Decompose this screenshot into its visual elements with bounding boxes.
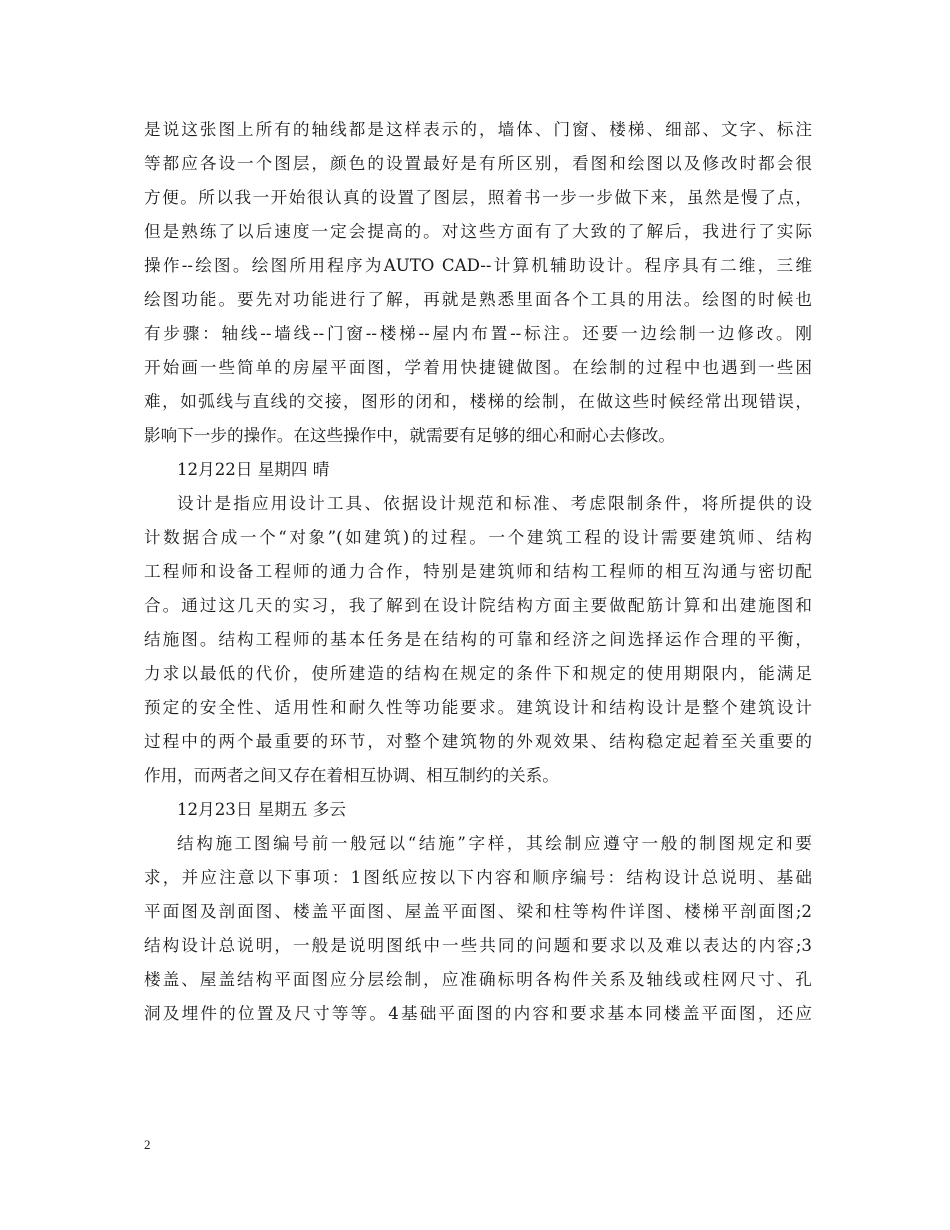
text-line: 平面图及剖面图、楼盖平面图、屋盖平面图、梁和柱等构件详图、楼梯平剖面图;2 — [144, 902, 812, 921]
text-line: 结构施工图编号前一般冠以“结施”字样，其绘制应遵守一般的制图规定和要 — [177, 834, 812, 853]
text-line: 方便。所以我一开始很认真的设置了图层，照着书一步一步做下来，虽然是慢了点， — [144, 188, 812, 207]
text-line: 预定的安全性、适用性和耐久性等功能要求。建筑设计和结构设计是整个建筑设计 — [144, 698, 812, 717]
text-line: 求，并应注意以下事项：1图纸应按以下内容和顺序编号：结构设计总说明、基础 — [144, 868, 812, 887]
text-line: 合。通过这几天的实习，我了解到在设计院结构方面主要做配筋计算和出建施图和 — [144, 596, 812, 615]
text-line: 但是熟练了以后速度一定会提高的。对这些方面有了大致的了解后，我进行了实际 — [144, 222, 812, 241]
text-line: 等都应各设一个图层，颜色的设置最好是有所区别，看图和绘图以及修改时都会很 — [144, 154, 812, 173]
text-line: 开始画一些简单的房屋平面图，学着用快捷键做图。在绘制的过程中也遇到一些困 — [144, 358, 812, 377]
text-line: 是说这张图上所有的轴线都是这样表示的，墙体、门窗、楼梯、细部、文字、标注 — [144, 120, 812, 139]
text-line: 有步骤：轴线--墙线--门窗--楼梯--屋内布置--标注。还要一边绘制一边修改。刚 — [144, 324, 812, 343]
text-line: 力求以最低的代价，使所建造的结构在规定的条件下和规定的使用期限内，能满足 — [144, 664, 812, 683]
text-line: 绘图功能。要先对功能进行了解，再就是熟悉里面各个工具的用法。绘图的时候也 — [144, 290, 812, 309]
text-line: 洞及埋件的位置及尺寸等等。4基础平面图的内容和要求基本同楼盖平面图，还应 — [144, 1004, 812, 1023]
text-line: 结构设计总说明，一般是说明图纸中一些共同的问题和要求以及难以表达的内容;3 — [144, 936, 812, 955]
body-text — [144, 113, 812, 1031]
text-line: 影响下一步的操作。在这些操作中，就需要有足够的细心和耐心去修改。 — [144, 426, 675, 445]
text-line: 计数据合成一个“对象”(如建筑)的过程。一个建筑工程的设计需要建筑师、结构 — [144, 528, 812, 547]
text-line: 工程师和设备工程师的通力合作，特别是建筑师和结构工程师的相互沟通与密切配 — [144, 562, 812, 581]
text-line: 设计是指应用设计工具、依据设计规范和标准、考虑限制条件，将所提供的设 — [177, 494, 812, 513]
text-line: 楼盖、屋盖结构平面图应分层绘制，应准确标明各构件关系及轴线或柱网尺寸、孔 — [144, 970, 812, 989]
page-number: 2 — [144, 1137, 151, 1152]
text-line: 作用，而两者之间又存在着相互协调、相互制约的关系。 — [144, 766, 559, 785]
text-line: 结施图。结构工程师的基本任务是在结构的可靠和经济之间选择运作合理的平衡， — [144, 630, 812, 649]
text-line: 过程中的两个最重要的环节，对整个建筑物的外观效果、结构稳定起着至关重要的 — [144, 732, 812, 751]
date-heading: 12月22日 星期四 晴 — [177, 460, 330, 479]
text-line: 难，如弧线与直线的交接，图形的闭和，楼梯的绘制，在做这些时候经常出现错误， — [144, 392, 812, 411]
text-line: 操作--绘图。绘图所用程序为AUTO CAD--计算机辅助设计。程序具有二维，三维 — [144, 256, 812, 275]
date-heading: 12月23日 星期五 多云 — [177, 800, 346, 819]
